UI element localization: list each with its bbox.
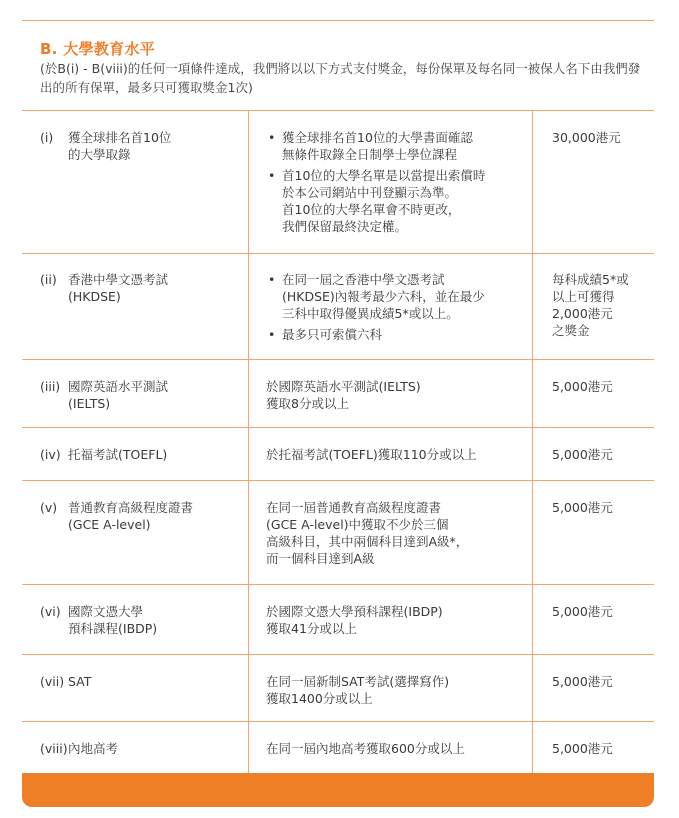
row-criteria (266, 129, 522, 239)
row-criteria: 於國際英語水平測試(IELTS) 獲取8分或以上 (266, 379, 421, 411)
table-row (22, 722, 654, 773)
row-number: (iv) (40, 447, 61, 462)
row-criteria: 在同一屆內地高考獲取600分或以上 (266, 741, 465, 756)
row-number: (vi) (40, 604, 61, 619)
section-title: B. 大學教育水平 (40, 40, 156, 58)
top-divider (22, 20, 654, 21)
row-number: (vii) (40, 674, 65, 689)
row-amount: 5,000港元 (552, 604, 613, 619)
row-amount: 每科成績5*或 以上可獲得 2,000港元 之獎金 (552, 272, 629, 338)
criteria-bullet: • 獲全球排名首10位的大學書面確認 無條件取錄全日制學士學位課程 (266, 129, 522, 163)
row-amount: 5,000港元 (552, 741, 613, 756)
table-row (22, 360, 654, 428)
table-row (22, 585, 654, 655)
criteria-bullet: • 在同一屆之香港中學文憑考試 (HKDSE)內報考最少六科，並在最少 三科中取得優異成績5*或以上。 (266, 271, 522, 322)
footer-bar (22, 773, 654, 807)
row-criteria (266, 271, 522, 347)
table-row (22, 481, 654, 585)
table-row (22, 428, 654, 481)
row-label: 國際英語水平測試 (IELTS) (68, 379, 169, 411)
table-row (22, 655, 654, 722)
row-number: (ii) (40, 272, 57, 287)
row-amount: 5,000港元 (552, 379, 613, 394)
row-criteria: 於托福考試(TOEFL)獲取110分或以上 (266, 447, 477, 462)
row-amount: 5,000港元 (552, 674, 613, 689)
criteria-bullet: • 首10位的大學名單是以當提出索償時 於本公司網站中刊登顯示為準。 首10位的大學名單會不時更改， 我們保留最終決定權。 (266, 167, 522, 235)
table-row (22, 253, 654, 360)
row-label: 獲全球排名首10位 的大學取錄 (68, 130, 172, 162)
row-number: (iii) (40, 379, 61, 394)
row-amount: 30,000港元 (552, 130, 621, 145)
row-number: (i) (40, 130, 54, 145)
row-label: SAT (68, 674, 92, 689)
row-amount: 5,000港元 (552, 447, 613, 462)
row-criteria: 在同一屆新制SAT考試(選擇寫作) 獲取1400分或以上 (266, 674, 450, 706)
row-criteria: 在同一屆普通教育高級程度證書 (GCE A-level)中獲取不少於三個 高級科目，其中兩個科目達到A級*， 而一個科目達到A級 (266, 500, 469, 566)
section-note: (於B(i) - B(viii)的任何一項條件達成，我們將以以下方式支付獎金，每份保單及每名同一被保人名下由我們發出的所有保單，最多只可獲取獎金1次) (40, 61, 641, 95)
table-row (22, 110, 654, 254)
row-label: 內地高考 (68, 741, 119, 756)
row-label: 國際文憑大學 預科課程(IBDP) (68, 604, 158, 636)
criteria-bullet: • 最多只可索償六科 (266, 326, 522, 343)
row-label: 普通教育高級程度證書 (GCE A-level) (68, 500, 194, 532)
row-number: (v) (40, 500, 58, 515)
row-number: (viii) (40, 741, 68, 756)
row-label: 香港中學文憑考試 (HKDSE) (68, 272, 169, 304)
row-criteria: 於國際文憑大學預科課程(IBDP) 獲取41分或以上 (266, 604, 443, 636)
row-label: 托福考試(TOEFL) (68, 447, 168, 462)
row-amount: 5,000港元 (552, 500, 613, 515)
